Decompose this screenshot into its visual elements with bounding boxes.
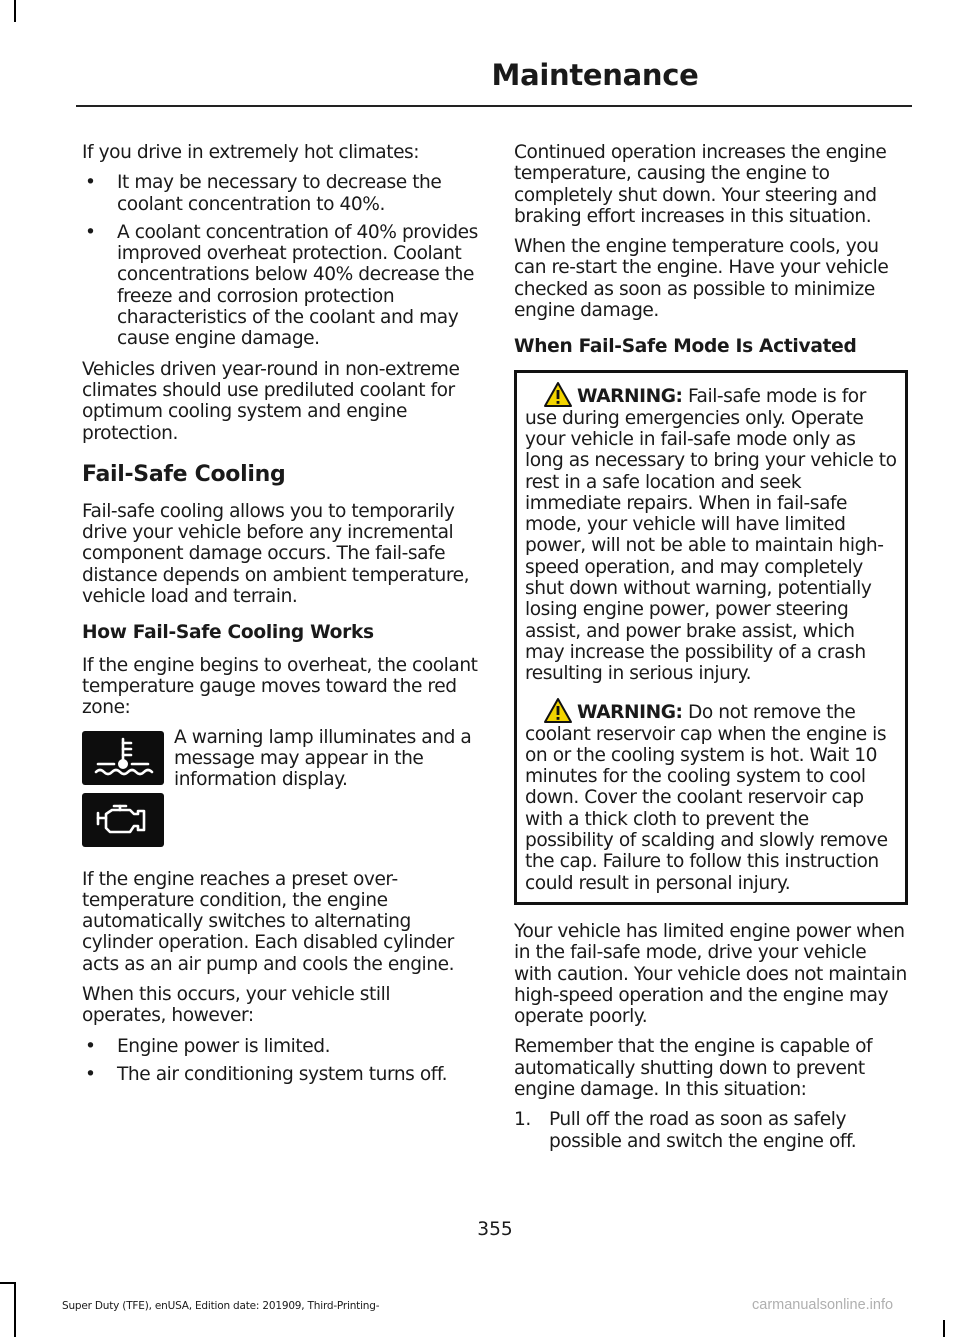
crop-mark-bottom-left-h: [0, 1282, 16, 1284]
left-column: [82, 142, 478, 1094]
header-divider: [76, 105, 912, 107]
how-fail-safe-paragraph: If the engine begins to overheat, the coolant temperature gauge moves toward the red zone:: [82, 654, 478, 719]
list-item: • The air conditioning system turns off.: [85, 1063, 448, 1085]
non-extreme-paragraph: Vehicles driven year-round in non-extreme climates should use prediluted coolant for optimum cooling system and engine protection.: [82, 358, 460, 444]
hot-climates-intro: If you drive in extremely hot climates:: [82, 142, 420, 163]
when-occurs-paragraph: When this occurs, your vehicle still operates, however:: [82, 984, 391, 1027]
list-item: • A coolant concentration of 40% provides improved overheat protection. Coolant concentrations below 40% decrease the freeze and corrosion protection characteristics of the coolant and may cause engine damage.: [85, 221, 478, 350]
limited-power-paragraph: Your vehicle has limited engine power when in the fail-safe mode, drive your vehicle with caution. Your vehicle does not maintain high-speed operation and the engine may operate poorly.: [514, 920, 907, 1028]
warning-triangle-icon: [543, 697, 573, 724]
list-item: • It may be necessary to decrease the coolant concentration to 40%.: [85, 172, 442, 215]
shutdown-steps-list: [514, 1109, 908, 1152]
watermark: carmanualsonline.info: [752, 1297, 894, 1313]
list-item: • Engine power is limited.: [85, 1035, 331, 1057]
page-number: 355: [477, 1219, 513, 1240]
crop-mark-bottom-left: [14, 1282, 16, 1337]
right-column: [514, 142, 908, 1152]
how-fail-safe-heading: How Fail-Safe Cooling Works: [82, 622, 374, 644]
fail-safe-activated-heading: When Fail-Safe Mode Is Activated: [514, 336, 857, 358]
crop-mark-top-left: [14, 0, 16, 22]
list-item: 1. Pull off the road as soon as safely possible and switch the engine off.: [514, 1109, 857, 1152]
fail-safe-cooling-heading: Fail-Safe Cooling: [82, 461, 286, 487]
limitations-list: [82, 1036, 478, 1086]
warning-box: [514, 370, 908, 905]
hot-climates-list: [82, 172, 478, 349]
warning-coolant-cap: WARNING: Do not remove the coolant reservoir cap when the engine is on or the cooling system is hot. Wait 10 minutes for the cooling system to cool down. Cover the coolant reservoir cap with a thick cloth to prevent the possibility of scalding and slowly remove the cap. Failure to follow this instruction could result in personal injury.: [525, 697, 897, 894]
page-title: Maintenance: [491, 58, 699, 92]
continued-operation-paragraph: Continued operation increases the engine temperature, causing the engine to completely shut down. Your steering and braking effort increases in this situation.: [514, 142, 887, 227]
fail-safe-cooling-paragraph: Fail-safe cooling allows you to temporarily drive your vehicle before any incremental component damage occurs. The fail-safe distance depends on ambient temperature, vehicle load and terrain.: [82, 500, 470, 608]
auto-shutdown-paragraph: Remember that the engine is capable of automatically shutting down to prevent engine damage. In this situation:: [514, 1036, 873, 1100]
warning-triangle-icon: [543, 381, 573, 408]
footer-edition: Super Duty (TFE), enUSA, Edition date: 201909, Third-Printing-: [62, 1300, 380, 1312]
engine-cools-paragraph: When the engine temperature cools, you can re-start the engine. Have your vehicle checked as soon as possible to minimize engine damage.: [514, 236, 889, 322]
warning-fail-safe: WARNING: Fail-safe mode is for use during emergencies only. Operate your vehicle in fail-safe mode only as long as necessary to bring your vehicle to rest in a safe location and seek immediate repairs. When in fail-safe mode, your vehicle will have limited power, will not be able to maintain high-speed operation, and may completely shut down without warning, potentially losing engine power, power steering assist, and power brake assist, which may increase the possibility of a crash resulting in serious injury.: [525, 381, 897, 685]
check-engine-icon: [82, 793, 164, 847]
warning-lamps: [82, 726, 478, 855]
coolant-temperature-icon: [82, 731, 164, 785]
crop-mark-bottom-right: [943, 1320, 945, 1337]
over-temperature-paragraph: If the engine reaches a preset over-temperature condition, the engine automatically switches to alternating cylinder operation. Each disabled cylinder acts as an air pump and cools the engine.: [82, 868, 455, 975]
warning-lamp-caption: A warning lamp illuminates and a message may appear in the information display.: [174, 726, 472, 791]
